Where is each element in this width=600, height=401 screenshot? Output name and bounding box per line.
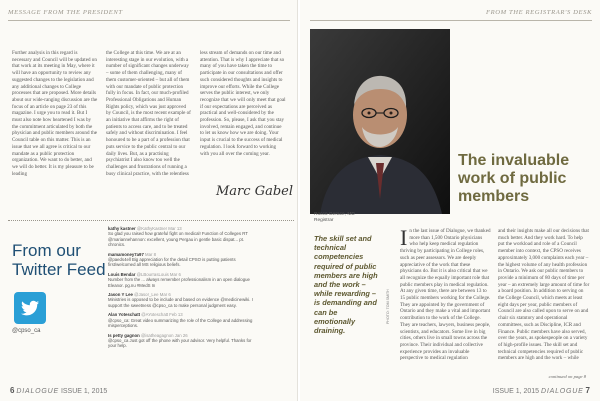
twitter-feed-title [12, 241, 106, 279]
registrar-column-1-text: n the last issue of Dialogue, we thanked more than 1,500 Ontario physicians who help keep medical regulation thriving by participating in College roles, such as peer assessors. We are deeply appreciative of the work that these physicians do. But it is also critical that we all recognize the equally important role that public members play in medical regulation. At any given time, there are between 13 to 15 public members working for the College. They are appointed by the government of Ontario and they make a vital and important contribution to the work of the College. They are teachers, lawyers, business people, scientists, and educators. Some live in big cities, others live in small towns across the province. Their individual and collective experience provides an invaluable perspective to medical regulation [400, 228, 491, 362]
tweet-meta: @LBourrasLouis Mar 6 [136, 271, 181, 277]
tweet-author: mamamoney7a97 [108, 251, 144, 257]
tweet-author: Alan Yoteschatt [108, 312, 141, 318]
tweet-item[interactable] [108, 272, 258, 288]
president-column-3: less stream of demands on our time and attention. That is why I appreciate that so many of you have taken the time to participate in our consultations and offer such considered thoughts and insights to improve our efforts. While the College serves the public interest, we only recognize that we will only meet that goal if our expectations are perceived as practical and well-considered by the profession. So, please, I ask that you stay involved, remain engaged, and continue to let us know how we are doing. Your input is crucial to the success of medical regulation. I look forward to working with you all over the coming year. [200, 50, 286, 157]
twitter-title-line1: From our [12, 241, 81, 260]
magazine-name-right: DIALOGUE [541, 388, 584, 395]
tweet-text: @cpso_ca: Great video summarizing the role of the College and addressing misperceptions. [108, 317, 253, 329]
tweet-meta: @AYoteschatt Feb 13 [141, 312, 183, 318]
issue-label-right: ISSUE 1, 2015 [492, 388, 540, 395]
tweet-item[interactable] [108, 333, 258, 349]
tweet-meta: @isatheagagnon Jan 26 [140, 332, 188, 338]
photo-caption [314, 212, 355, 224]
tweet-list [108, 226, 258, 353]
tweet-item[interactable] [108, 292, 258, 308]
left-band-title: MESSAGE FROM THE PRESIDENT [8, 9, 123, 16]
drop-cap: I [400, 225, 408, 250]
page-number-left: 6 [10, 386, 15, 395]
article-headline: The invaluable work of public members [458, 152, 570, 205]
tweet-text: Ministries is opposed to be include and based on evidence @medicinewiki. I support the sweetness @cpso_ca to make personal judgment easy. [108, 297, 253, 308]
tweet-item[interactable] [108, 312, 258, 328]
registrar-column-2: and their insights make all our decisions that much better. And they work hard. To help put the workload and role of a Council member into context, the CPSO receives approximately 3,000 complaints each year – the highest volume of any health profession in Ontario. We ask our public members to provide a minimum of 80 days of time per year – an extremely large amount of time for a board position. In addition to serving on the College Council, which meets at least eight days per year, public members of Council are also called upon to serve on and chair six statutory and operational committees, such as Discipline, ICR and Finance. Public members have also served, over the years, as spokespeople on a variety of high-profile issues. The skill set and technical competencies required of public members are high and the work – while [498, 228, 590, 362]
tweet-text: Number from the ... always remember professionalism in an open dialogue Eleanor. pg.nu #MedS In [108, 277, 250, 288]
caption-name: Rocco Gerace, MD [314, 212, 355, 217]
tweet-text: So glad you raised how grateful fight on medical! Function of Colleges RT @mariannehannon: excellent, young Pergau in gentle basic dispat... pt. chronics. [108, 231, 248, 248]
right-page [300, 0, 600, 401]
magazine-name-left: DIALOGUE [16, 388, 59, 395]
president-column-2: the College at this time. We are at an interesting stage in our evolution, with a number of significant changes underway – some of them challenging, many of them customer-oriented – but all of them with our mandate of public protection fully in focus. In fact, our much-profiled Professional Obligations and Human Rights policy, which was just approved by Council, is the most recent example of an initiative that affirms the right of patients to access care, and to be treated safely and without discrimination. I feel honoured to be a part of a profession that puts service to the public central to our daily lives. But, as a practising psychiatrist I also know too well the challenges and frustrations of running a busy clinical practice, with the relentless [106, 50, 191, 177]
pull-quote: The skill set and technical competencies required of public members are high and the work – while rewarding – is demanding and can be emotionally draining. [314, 234, 378, 336]
twitter-bird-icon[interactable] [14, 292, 46, 324]
right-folio [493, 386, 590, 395]
tweet-text: @cpso_ca Just got off the phone with your advisor. Very helpful. Thanks for your help. [108, 337, 252, 349]
president-column-1: Further analysis in this regard is necessary and Council will be updated on that work at its meeting in May, where it will have an opportunity to review any suggested changes to the legislation and any additional changes to College processes that are proposed. More details about our wide-ranging discussion are the focus of an article on page 23 of this magazine. I urge you to read it. But I must also note how heartened I was by the commitment articulated by both the physician and public members around the Council table on this matter. This is an issue that we all agree is critical to our mandate as a public protection organization. We want to do better, and we will do better. It is my pleasure to be leading [12, 50, 98, 177]
right-band-rule [310, 20, 592, 21]
twitter-title-line2: Twitter Feed [12, 260, 106, 279]
continued-note[interactable]: continued on page 8 [548, 374, 586, 379]
president-signature: Marc Gabel [216, 184, 293, 199]
tweet-item[interactable] [108, 226, 258, 248]
tweet-author: Louis Bendar [108, 271, 136, 277]
section-divider [8, 220, 294, 223]
tweet-meta: @Jasor_Lee Mar 6 [134, 292, 171, 298]
tweet-author: kathy kastner [108, 226, 136, 231]
issue-label-left: ISSUE 1, 2015 [60, 388, 108, 395]
tweet-author: Jason Y Lee [108, 292, 133, 298]
caption-title: Registrar [314, 218, 334, 223]
registrar-portrait [310, 29, 450, 214]
tweet-meta: Mar 8 [145, 251, 157, 257]
twitter-handle[interactable]: @cpso_ca [12, 328, 41, 334]
tweet-text: @paeds4ell Big appreciation for the detail CPSO is putting patients first/welcomed all MS religious beliefs. [108, 257, 236, 268]
tweet-item[interactable] [108, 252, 258, 268]
photo-credit: PHOTO: TOM SMITH [386, 289, 390, 324]
left-page [0, 0, 298, 401]
page-number-right: 7 [585, 386, 590, 395]
registrar-column-1 [400, 225, 492, 362]
tweet-author: Is petty gagnon [108, 332, 140, 338]
left-band-rule [8, 20, 290, 21]
tweet-meta: @KathyKastner Mar 13 [136, 226, 182, 231]
left-folio [10, 386, 107, 395]
right-band-title: FROM THE REGISTRAR'S DESK [486, 9, 592, 16]
